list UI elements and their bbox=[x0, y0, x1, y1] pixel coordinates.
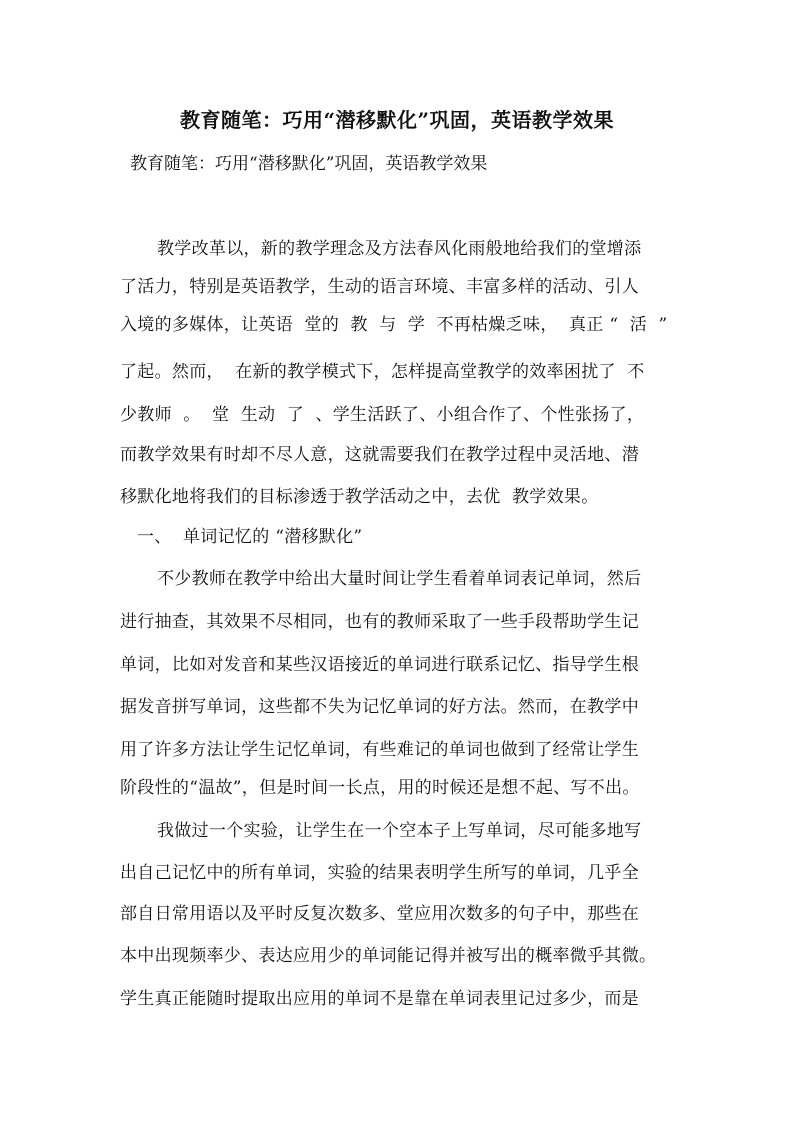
paragraph-line: 移默化地将我们的目标渗透于教学活动之中，去优 教学效果。 bbox=[120, 487, 599, 507]
paragraph-line: 本中出现频率少、表达应用少的单词能记得并被写出的概率微乎其微。 bbox=[120, 946, 657, 966]
paragraph-line: 教学改革以，新的教学理念及方法春风化雨般地给我们的堂增添 bbox=[157, 239, 642, 259]
paragraph-line: 了活力，特别是英语教学，生动的语言环境、丰富多样的活动、引人 bbox=[120, 277, 639, 297]
paragraph-line: 进行抽查，其效果不尽相同，也有的教师采取了一些手段帮助学生记 bbox=[120, 612, 639, 632]
paragraph-line: 部自日常用语以及平时反复次数多、堂应用次数多的句子中，那些在 bbox=[120, 904, 639, 924]
paragraph-line: 据发音拼写单词，这些都不失为记忆单词的好方法。然而，在教学中 bbox=[120, 697, 639, 717]
paragraph-line: 单词，比如对发音和某些汉语接近的单词进行联系记忆、指导学生根 bbox=[120, 655, 639, 675]
paragraph-line: 少教师 。 堂 生动 了 、学生活跃了、小组合作了、个性张扬了， bbox=[120, 405, 645, 425]
paragraph-line: 学生真正能随时提取出应用的单词不是靠在单词表里记过多少，而是 bbox=[120, 989, 639, 1009]
paragraph-line: 入境的多媒体，让英语 堂的 教 与 学 不再枯燥乏味， 真正 “ 活 ” bbox=[120, 315, 668, 335]
paragraph-line: 阶段性的“温故”，但是时间一长点，用的时候还是想不起、写不出。 bbox=[120, 778, 640, 798]
paragraph-line: 我做过一个实验，让学生在一个空本子上写单词，尽可能多地写 bbox=[157, 821, 642, 841]
paragraph-line: 不少教师在教学中给出大量时间让学生看着单词表记单词，然后 bbox=[157, 569, 642, 589]
paragraph-line: 用了许多方法让学生记忆单词，有些难记的单词也做到了经常让学生 bbox=[120, 740, 639, 760]
document-title: 教育随笔：巧用“潜移默化”巩固，英语教学效果 bbox=[179, 108, 614, 132]
paragraph-line: 出自己记忆中的所有单词，实验的结果表明学生所写的单词，几乎全 bbox=[120, 863, 639, 883]
paragraph-line: 了起。然而， 在新的教学模式下，怎样提高堂教学的效率困扰了 不 bbox=[120, 362, 645, 382]
document-subtitle: 教育随笔：巧用“潜移默化”巩固，英语教学效果 bbox=[130, 154, 488, 174]
paragraph-line: 而教学效果有时却不尽人意，这就需要我们在教学过程中灵活地、潜 bbox=[120, 445, 639, 465]
section-heading: 一、 单词记忆的 “潜移默化” bbox=[137, 527, 363, 547]
